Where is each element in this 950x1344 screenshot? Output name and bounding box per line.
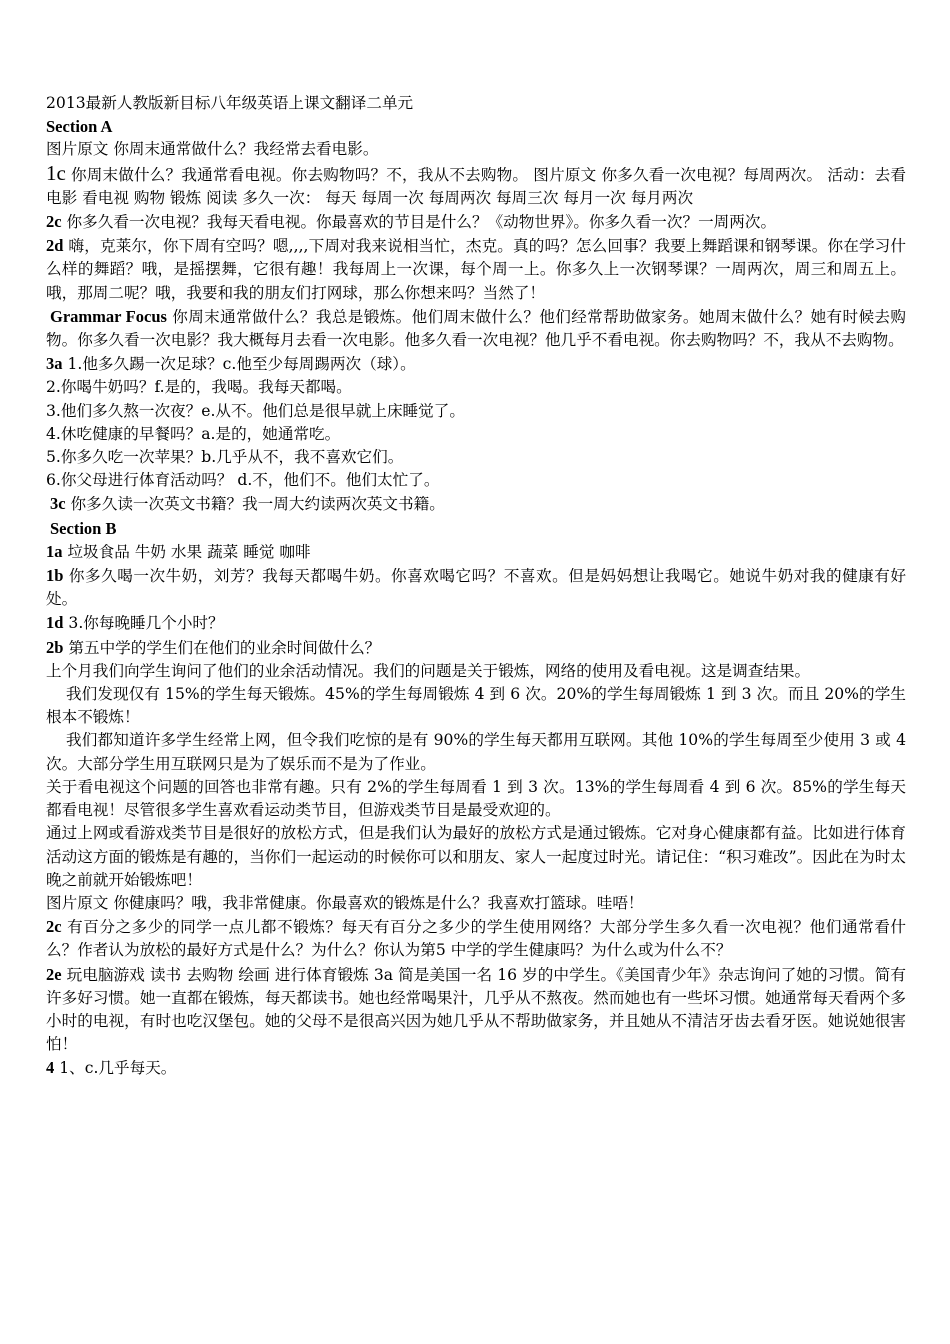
para-3a-3: 3.他们多久熬一次夜？e.从不。他们总是很早就上床睡觉了。 (46, 401, 465, 420)
label-2c-b: 2c (46, 917, 62, 937)
para-3a-1 (46, 352, 906, 376)
text-grammar-focus: 你周末通常做什么？我总是锻炼。他们周末做什么？他们经常帮助做家务。她周末做什么？她有时候去购物。你多久看一次电影？我大概每月去看一次电影。他多久看一次电视？他几乎不看电视。你去购物吗？不，我从不去购物。 (46, 307, 906, 350)
para-2b-d: 关于看电视这个问题的回答也非常有趣。只有 2%的学生每周看 1 到 3 次。13%的学生每周看 4 到 6 次。85%的学生每天都看电视！尽管很多学生喜欢看运动类节目，但游戏类节目是最受欢迎的。 (46, 777, 906, 820)
text-1b: 你多久喝一次牛奶，刘芳？我每天都喝牛奶。你喜欢喝它吗？不喜欢。但是妈妈想让我喝它。她说牛奶对我的健康有好处。 (46, 567, 906, 609)
text-1c: 你周末做什么？我通常看电视。你去购物吗？不，我从不去购物。 图片原文 你多久看一次电视？每周两次。 活动：去看电影 看电视 购物 锻炼 阅读 多久一次： 每天 每周一次 每周两次 每周三次 每月一次 每月两次 (46, 165, 906, 207)
para-1d (46, 611, 906, 635)
para-grammar-focus (46, 305, 906, 352)
text-2d: 嗨，克莱尔，你下周有空吗？嗯,,,,下周对我来说相当忙，杰克。真的吗？怎么回事？我要上舞蹈课和钢琴课。你在学习什么样的舞蹈？哦，是摇摆舞，它很有趣！我每周上一次课，每个周一上。你多久上一次钢琴课？一周两次，周三和周五上。哦，那周二呢？哦，我要和我的朋友们打网球，那么你想来吗？当然了！ (46, 237, 906, 302)
section-b-heading: Section B (50, 518, 117, 538)
para-3a-6: 6.你父母进行体育活动吗？ d.不，他们不。他们太忙了。 (46, 471, 440, 490)
label-4: 4 (46, 1058, 55, 1078)
para-3a-2: 2.你喝牛奶吗？f.是的，我喝。我每天都喝。 (46, 378, 352, 397)
para-3c (46, 492, 906, 516)
text-4: 1、c.几乎每天。 (54, 1059, 177, 1078)
para-2e (46, 963, 906, 1057)
para-2b-c: 我们都知道许多学生经常上网，但令我们吃惊的是有 90%的学生每天都用互联网。其他 10%的学生每周至少使用 3 或 4 次。大部分学生用互联网只是为了娱乐而不是为了作业。 (46, 731, 906, 773)
text-2b: 第五中学的学生们在他们的业余时间做什么？ (63, 638, 381, 657)
picture-text-1: 图片原文 你周末通常做什么？我经常去看电影。 (46, 140, 379, 159)
label-2b: 2b (46, 637, 64, 657)
document-title: 2013最新人教版新目标八年级英语上课文翻译二单元 (46, 94, 414, 112)
label-3c: 3c (50, 494, 66, 514)
text-2c: 你多久看一次电视？我每天看电视。你最喜欢的节目是什么？《动物世界》。你多久看一次？一周两次。 (61, 213, 777, 232)
para-4 (46, 1056, 906, 1080)
para-2c (46, 210, 906, 234)
label-2c: 2c (46, 212, 62, 232)
label-1b: 1b (46, 566, 64, 586)
label-3a: 3a (46, 354, 63, 374)
label-1c: 1c (46, 160, 66, 185)
picture-text-2: 图片原文 你健康吗？哦，我非常健康。你最喜欢的锻炼是什么？我喜欢打篮球。哇唔！ (46, 893, 644, 912)
label-1a: 1a (46, 541, 63, 561)
para-1b (46, 564, 906, 611)
para-1a (46, 540, 906, 564)
label-2d: 2d (46, 236, 64, 256)
text-3c: 你多久读一次英文书籍？我一周大约读两次英文书籍。 (65, 495, 445, 514)
text-1a: 垃圾食品 牛奶 水果 蔬菜 睡觉 咖啡 (62, 542, 311, 561)
para-2b-a: 上个月我们向学生询问了他们的业余活动情况。我们的问题是关于锻炼，网络的使用及看电视。这是调查结果。 (46, 661, 811, 680)
para-1c (46, 162, 906, 210)
text-2e: 玩电脑游戏 读书 去购物 绘画 进行体育锻炼 3a 简是美国一名 16 岁的中学生。《美国青少年》杂志询问了她的习惯。简有许多好习惯。她一直都在锻炼，每天都读书。她也经常喝果汁，几乎从不熬夜。然而她也有一些坏习惯。她通常每天看两个多小时的电视，有时也吃汉堡包。她的父母不是很高兴因为她几乎从不帮助做家务，并且她从不清洁牙齿去看牙医。她说她很害怕！ (46, 965, 906, 1054)
label-1d: 1d (46, 613, 64, 633)
para-3a-4: 4.休吃健康的早餐吗？a.是的，她通常吃。 (46, 424, 341, 443)
para-2d (46, 234, 906, 305)
section-a-heading: Section A (46, 117, 113, 137)
para-2b (46, 636, 906, 660)
text-3a-1: 1.他多久踢一次足球？c.他至少每周踢两次（球）。 (62, 355, 416, 374)
text-1d: 3.你每晚睡几个小时？ (63, 614, 224, 633)
para-2c-b (46, 915, 906, 962)
text-2c-b: 有百分之多少的同学一点儿都不锻炼？每天有百分之多少的学生使用网络？大部分学生多久看一次电视？他们通常看什么？作者认为放松的最好方式是什么？为什么？你认为第5 中学的学生健康吗？为什么或为什么不？ (46, 918, 906, 960)
para-2b-b: 我们发现仅有 15%的学生每天锻炼。45%的学生每周锻炼 4 到 6 次。20%的学生每周锻炼 1 到 3 次。而且 20%的学生根本不锻炼！ (46, 685, 906, 727)
para-3a-5: 5.你多久吃一次苹果？b.几乎从不，我不喜欢它们。 (46, 448, 404, 467)
label-grammar-focus: Grammar Focus (50, 306, 167, 326)
label-2e: 2e (46, 964, 62, 984)
para-2b-e: 通过上网或看游戏类节目是很好的放松方式，但是我们认为最好的放松方式是通过锻炼。它对身心健康都有益。比如进行体育活动这方面的锻炼是有趣的，当你们一起运动的时候你可以和朋友、家人一起度过时光。请记住：“积习难改”。因此在为时太晚之前就开始锻炼吧！ (46, 824, 906, 889)
